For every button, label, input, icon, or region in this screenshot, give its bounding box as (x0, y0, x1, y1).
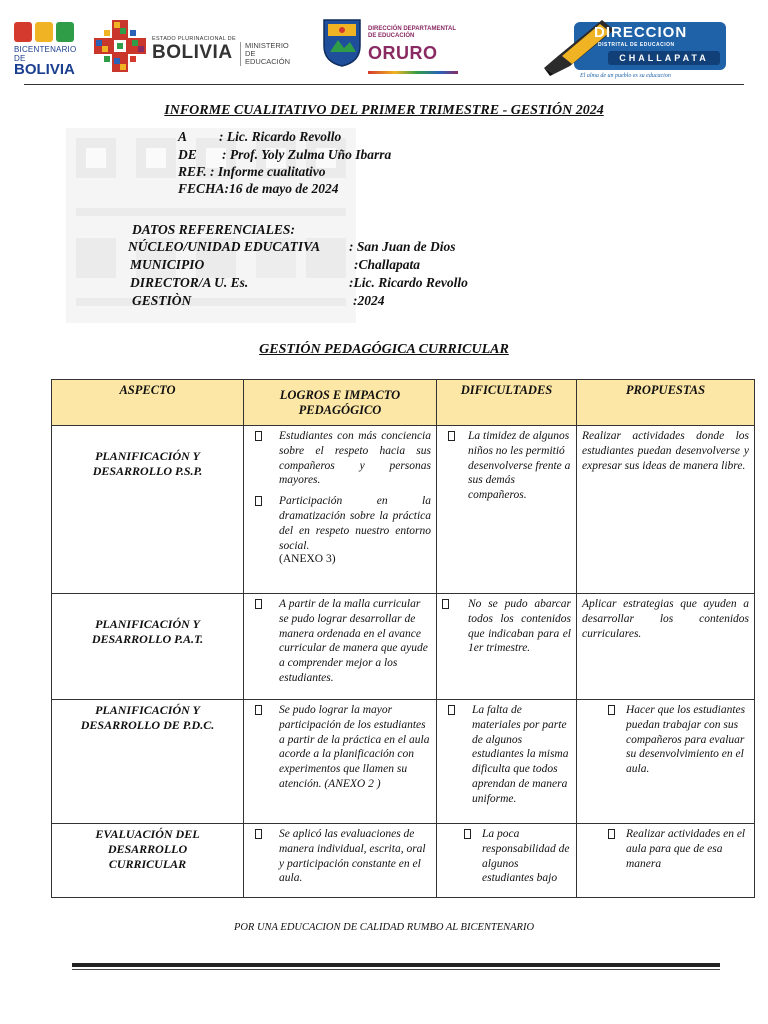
list-item-text: La poca responsabilidad de algunos estudiantes bajo (482, 828, 570, 885)
direccion-distrital-logo (540, 16, 730, 82)
list-item (582, 827, 749, 871)
memo-date: FECHA:16 de mayo de 2024 (178, 181, 339, 196)
memo-from-value: : Prof. Yoly Zulma Uño Ibarra (222, 147, 392, 162)
list-item (249, 494, 431, 553)
ministerio-line2: DE EDUCACIÓN (245, 49, 291, 66)
ref-director-value: :Lic. Ricardo Revollo (349, 275, 468, 290)
bullet-icon (448, 431, 455, 441)
aspecto-cell (52, 700, 244, 824)
list-item (442, 429, 571, 503)
list-item-text: Se aplicó las evaluaciones de manera individual, escrita, oral y participación constante en el aula. (279, 828, 426, 885)
bullet-icon (608, 829, 615, 839)
aspecto-cell (52, 594, 244, 700)
footer-divider-thin (72, 969, 720, 970)
list-item (249, 827, 431, 886)
list-item (442, 703, 571, 807)
dificultades-cell (437, 700, 577, 824)
gestion-table (51, 379, 755, 898)
shield-icon (322, 16, 362, 68)
memo-ref: REF. : Informe cualitativo (178, 164, 326, 179)
referencias-title: DATOS REFERENCIALES: (132, 222, 295, 237)
anexo-ref: (ANEXO 3) (279, 553, 336, 566)
oruro-name: ORURO (368, 43, 438, 63)
estado-text: ESTADO PLURINACIONAL DE (152, 36, 236, 42)
list-item-text: La falta de materiales por parte de algunos estudiantes la misma dificulta que todos aprendan de manera uniforme. (472, 704, 569, 805)
direccion-title: DIRECCION (594, 24, 688, 41)
aspecto-cell (52, 824, 244, 898)
list-item-text: Estudiantes con más conciencia sobre el respeto hacia sus compañeros y personas mayores. (279, 430, 431, 487)
oruro-line2: DE EDUCACIÓN (368, 33, 415, 39)
ref-nucleo-label: NÚCLEO/UNIDAD EDUCATIVA (128, 239, 321, 254)
bullet-icon (255, 705, 262, 715)
table-row (52, 426, 755, 594)
bicentenario-bolivia: BOLIVIA (14, 61, 75, 78)
estado-plurinacional-logo (94, 20, 299, 76)
logros-cell (244, 594, 437, 700)
list-item (442, 827, 571, 886)
dificultades-cell (437, 426, 577, 594)
ministerio-line1: MINISTERIO (245, 41, 289, 50)
list-item (249, 703, 431, 792)
oruro-line1: DIRECCIÓN DEPARTAMENTAL (368, 26, 456, 32)
propuestas-cell: Realizar actividades donde los estudiantes puedan desenvolverse y expresar sus ideas de manera libre. (577, 426, 755, 594)
table-row (52, 594, 755, 700)
bullet-icon (442, 599, 449, 609)
aspecto-text: EVALUACIÓN DEL DESARROLLO CURRICULAR (95, 827, 200, 871)
oruro-small-text (368, 26, 456, 40)
header-logros: LOGROS E IMPACTO PEDAGÓGICO (244, 380, 437, 426)
list-item (249, 429, 431, 488)
list-item-text: La timidez de algunos niños no les permitió desenvolverse frente a sus demás compañeros. (468, 430, 571, 502)
table-row (52, 824, 755, 898)
propuestas-cell (577, 700, 755, 824)
ministerio-text (240, 42, 299, 66)
logros-cell (244, 700, 437, 824)
list-item (442, 597, 571, 656)
list-item (582, 703, 749, 777)
ref-gestion-label: GESTIÒN (132, 293, 192, 308)
aspecto-text: PLANIFICACIÓN Y DESARROLLO P.A.T. (91, 617, 204, 646)
ref-gestion-value: :2024 (353, 293, 385, 308)
list-item-text: Participación en la dramatización sobre la práctica del en respeto nuestro entorno social. (279, 495, 431, 552)
bullet-icon (448, 705, 455, 715)
list-item-text: A partir de la malla curricular se pudo lograr desarrollar de manera ordenada en el avance curricular de manera que ayude a comprender mejor a los estudiantes. (279, 598, 428, 684)
aspecto-text: PLANIFICACIÓN Y DESARROLLO DE P.D.C. (80, 703, 215, 732)
table-row (52, 700, 755, 824)
list-item-text: Se pudo lograr la mayor participación de los estudiantes a partir de la práctica en el aula acorde a la planificación con experimentos que llamen su atención. (ANEXO 2 ) (279, 704, 430, 790)
dificultades-cell (437, 824, 577, 898)
section-title: GESTIÓN PEDAGÓGICA CURRICULAR (259, 342, 509, 357)
dificultades-cell (437, 594, 577, 700)
ref-director-label: DIRECTOR/A U. Es. (130, 275, 249, 290)
ref-municipio-value: :Challapata (354, 257, 421, 272)
bicentenario-text: BICENTENARIO DE (14, 45, 77, 63)
table-header-row (52, 380, 755, 426)
aspecto-cell (52, 426, 244, 594)
chakana-icon (94, 20, 146, 72)
memo-to-value: : Lic. Ricardo Revollo (219, 129, 342, 144)
memo-to-label: A (178, 129, 188, 144)
oruro-logo (322, 16, 472, 80)
estado-bolivia: BOLIVIA (152, 42, 233, 63)
direccion-sub: DISTRITAL DE EDUCACION (598, 42, 675, 48)
direccion-place: CHALLAPATA (608, 51, 720, 65)
header-propuestas: PROPUESTAS (577, 380, 755, 426)
list-item-text: Hacer que los estudiantes puedan trabajar con sus compañeros para evaluar su desenvolvimiento en el aula. (626, 704, 746, 776)
logros-cell (244, 426, 437, 594)
bullet-icon (255, 829, 262, 839)
bullet-icon (255, 599, 262, 609)
list-item-text: Realizar actividades en el aula para que de esa manera (626, 828, 746, 870)
footer-divider-thick (72, 963, 720, 967)
bullet-icon (608, 705, 615, 715)
direccion-slogan: El alma de un pueblo es su educacion (580, 73, 671, 79)
report-title: INFORME CUALITATIVO DEL PRIMER TRIMESTRE - GESTIÓN 2024 (164, 103, 604, 118)
logros-cell (244, 824, 437, 898)
list-item-text: No se pudo abarcar todos los contenidos que indicaban para el 1er trimestre. (468, 598, 571, 655)
header-aspecto: ASPECTO (52, 380, 244, 426)
memo-from-label: DE (178, 147, 197, 162)
footer-slogan: POR UNA EDUCACION DE CALIDAD RUMBO AL BICENTENARIO (233, 922, 535, 933)
bullet-icon (255, 431, 262, 441)
bicentenario-logo (14, 22, 86, 78)
bullet-icon (255, 496, 262, 506)
ref-nucleo-value: : San Juan de Dios (349, 239, 456, 254)
aspecto-text: PLANIFICACIÓN Y DESARROLLO P.S.P. (92, 449, 203, 478)
propuestas-cell (577, 824, 755, 898)
propuestas-cell: Aplicar estrategias que ayuden a desarrollar los contenidos curriculares. (577, 594, 755, 700)
oruro-color-bar (368, 71, 458, 74)
list-item (249, 597, 431, 686)
bicentenario-emblem (14, 22, 86, 42)
ref-municipio-label: MUNICIPIO (130, 257, 205, 272)
header-divider (24, 84, 744, 85)
bullet-icon (464, 829, 471, 839)
header-dificultades: DIFICULTADES (437, 380, 577, 426)
